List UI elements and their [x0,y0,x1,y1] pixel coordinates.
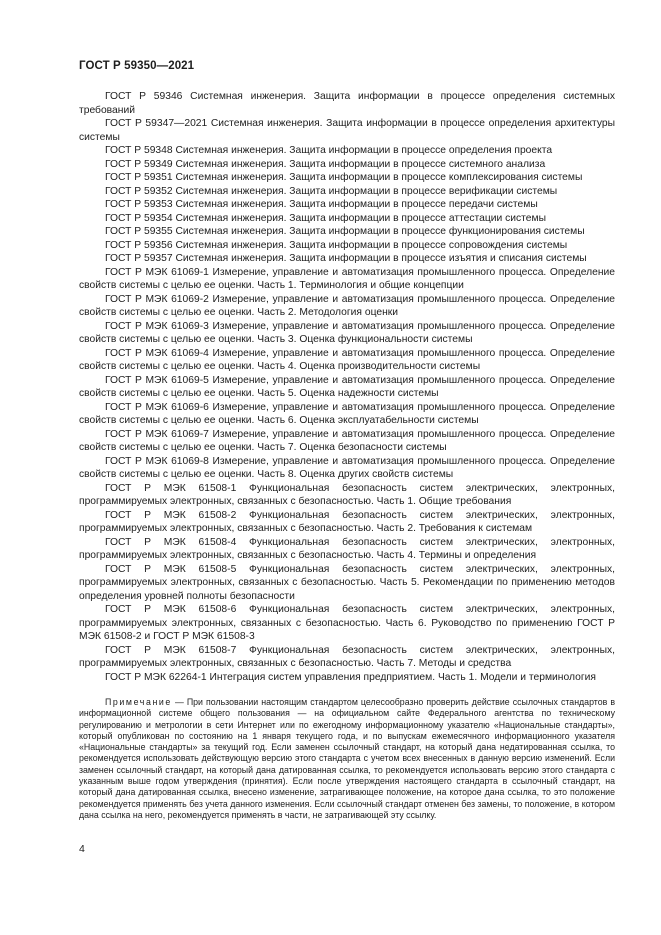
reference-item: ГОСТ Р 59347—2021 Системная инженерия. Защита информации в процессе определения архитектуры системы [79,118,615,143]
reference-item: ГОСТ Р 59354 Системная инженерия. Защита информации в процессе аттестации системы [105,212,546,224]
reference-item: ГОСТ Р МЭК 61069-6 Измерение, управление и автоматизация промышленного процесса. Определение свойств системы с целью ее оценки. Часть 6. Оценка эксплуатабельности системы [79,401,615,426]
document-header: ГОСТ Р 59350—2021 [79,60,195,72]
reference-item: ГОСТ Р МЭК 61069-7 Измерение, управление и автоматизация промышленного процесса. Определение свойств системы с целью ее оценки. Часть 7. Оценка безопасности системы [79,428,615,453]
reference-item: ГОСТ Р МЭК 61069-1 Измерение, управление и автоматизация промышленного процесса. Определение свойств системы с целью ее оценки. Часть 1. Терминология и общие концепции [79,266,615,291]
reference-item: ГОСТ Р МЭК 61069-3 Измерение, управление и автоматизация промышленного процесса. Определение свойств системы с целью ее оценки. Часть 3. Оценка функциональности системы [79,320,615,345]
reference-item: ГОСТ Р МЭК 62264-1 Интеграция систем управления предприятием. Часть 1. Модели и терминология [105,671,596,683]
reference-item: ГОСТ Р 59357 Системная инженерия. Защита информации в процессе изъятия и списания системы [105,253,587,264]
reference-item: ГОСТ Р МЭК 61508-4 Функциональная безопасность систем электрических, электронных, программируемых электронных, связанных с безопасностью. Часть 4. Термины и определения [79,536,615,561]
reference-item: ГОСТ Р 59355 Системная инженерия. Защита информации в процессе функционирования системы [105,226,585,237]
note-text: — При пользовании настоящим стандартом целесообразно проверить действие ссылочных стандартов в информационной системе общего пользования — на официальном сайте Федерального агентства по техническому регулированию и метрологии в сети Интернет или по ежегодному информационному указателю «Национальные стандарты», который опубликован по состоянию на 1 января текущего года, и по выпускам ежемесячного информационного указателя «Национальные стандарты» за текущий год. Если заменен ссылочный стандарт, на который дана недатированная ссылка, то рекомендуется использовать действующую версию этого стандарта с учетом всех внесенных в данную версию изменений. Если заменен ссылочный стандарт, на который дана датированная ссылка, то рекомендуется использовать версию этого стандарта с указанным выше годом утверждения (принятия). Если после утверждения настоящего стандарта в ссылочный стандарт, на который дана датированная ссылка, внесено изменение, затрагивающее положение, на которое дана ссылка, то это положение рекомендуется применять без учета данного изменения. Если ссылочный стандарт отменен без замены, то положение, в котором дана ссылка на него, рекомендуется применять в части, не затрагивающей эту ссылку. [79,697,615,820]
reference-item: ГОСТ Р МЭК 61069-2 Измерение, управление и автоматизация промышленного процесса. Определение свойств системы с целью ее оценки. Часть 2. Методология оценки [79,293,615,318]
reference-item: ГОСТ Р МЭК 61508-7 Функциональная безопасность систем электрических, электронных, программируемых электронных, связанных с безопасностью. Часть 7. Методы и средства [79,644,615,669]
reference-item: ГОСТ Р 59348 Системная инженерия. Защита информации в процессе определения проекта [105,145,553,156]
reference-item: ГОСТ Р 59349 Системная инженерия. Защита информации в процессе системного анализа [105,158,546,170]
page-number: 4 [79,843,85,855]
reference-item: ГОСТ Р 59351 Системная инженерия. Защита информации в процессе комплексирования системы [105,172,583,183]
reference-item: ГОСТ Р МЭК 61069-5 Измерение, управление и автоматизация промышленного процесса. Определение свойств системы с целью ее оценки. Часть 5. Оценка надежности системы [79,374,615,399]
reference-item: ГОСТ Р 59346 Системная инженерия. Защита информации в процессе определения системных требований [79,91,615,116]
reference-item: ГОСТ Р МЭК 61508-2 Функциональная безопасность систем электрических, электронных, программируемых электронных, связанных с безопасностью. Часть 2. Требования к системам [79,509,615,534]
note-paragraph [79,697,615,821]
reference-item: ГОСТ Р МЭК 61069-4 Измерение, управление и автоматизация промышленного процесса. Определение свойств системы с целью ее оценки. Часть 4. Оценка производительности системы [79,347,615,372]
reference-item: ГОСТ Р МЭК 61069-8 Измерение, управление и автоматизация промышленного процесса. Определение свойств системы с целью ее оценки. Часть 8. Оценка других свойств системы [79,455,615,480]
note-label: Примечание [105,697,172,707]
reference-item: ГОСТ Р МЭК 61508-1 Функциональная безопасность систем электрических, электронных, программируемых электронных, связанных с безопасностью. Часть 1. Общие требования [79,482,615,507]
reference-item: ГОСТ Р 59356 Системная инженерия. Защита информации в процессе сопровождения системы [105,239,568,251]
normative-references-list [79,90,615,684]
reference-item: ГОСТ Р 59353 Системная инженерия. Защита информации в процессе передачи системы [105,199,538,210]
reference-item: ГОСТ Р МЭК 61508-5 Функциональная безопасность систем электрических, электронных, программируемых электронных, связанных с безопасностью. Часть 5. Рекомендации по применению методов определения уровней полноты безопасности [79,563,615,602]
reference-item: ГОСТ Р 59352 Системная инженерия. Защита информации в процессе верификации системы [105,185,558,197]
reference-item: ГОСТ Р МЭК 61508-6 Функциональная безопасность систем электрических, электронных, программируемых электронных, связанных с безопасностью. Часть 6. Руководство по применению ГОСТ Р МЭК 61508-2 и ГОСТ Р МЭК 61508-3 [79,604,615,642]
